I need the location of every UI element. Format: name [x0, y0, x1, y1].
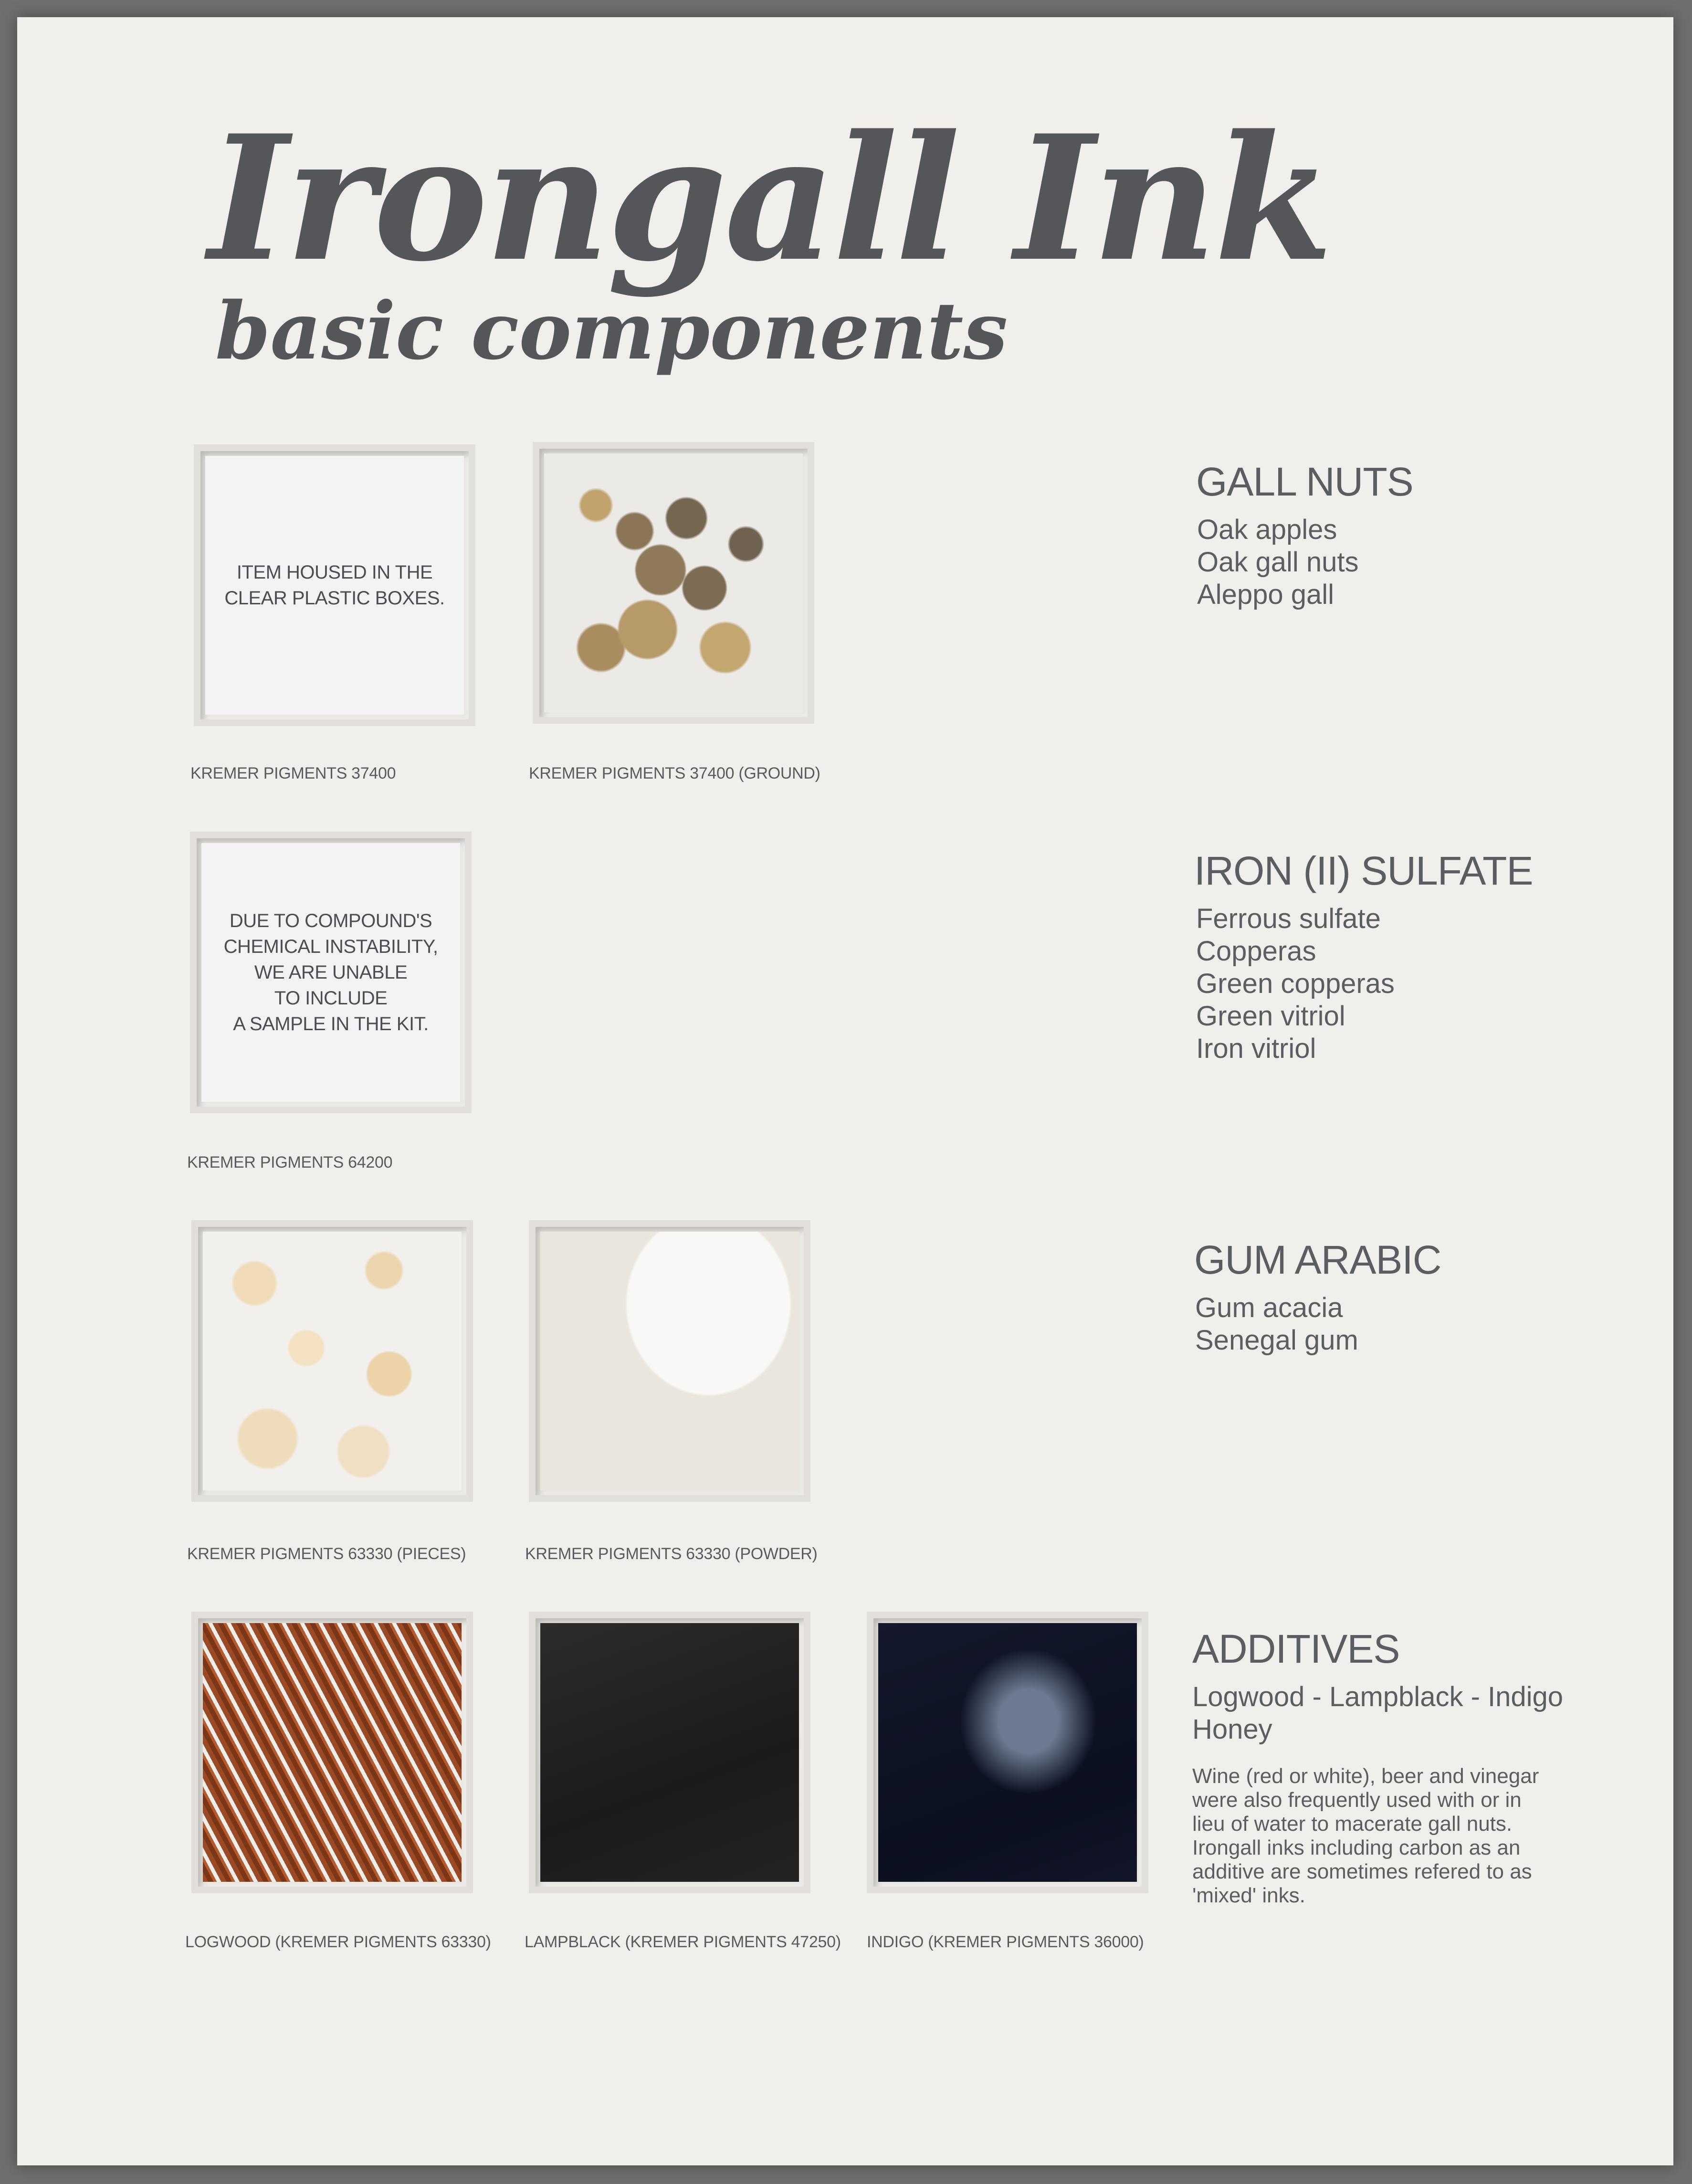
synonym-item: Copperas	[1196, 936, 1316, 967]
additives-note: Wine (red or white), beer and vinegar were also frequently used with or in lieu of water to macerate gall nuts. Irongall inks including carbon as an additive are sometimes refered to as 'mixed' inks.	[1192, 1764, 1539, 1907]
sample-well-indigo	[867, 1612, 1148, 1893]
placeholder-card	[205, 456, 464, 715]
synonym-item: Iron vitriol	[1196, 1033, 1316, 1064]
placeholder-card-text: DUE TO COMPOUND'S CHEMICAL INSTABILITY, WE ARE UNABLE TO INCLUDE A SAMPLE IN THE KIT.	[223, 910, 438, 1034]
synonym-item: Green vitriol	[1196, 1001, 1345, 1032]
synonym-item: Honey	[1192, 1714, 1272, 1745]
synonym-item: Oak gall nuts	[1197, 547, 1359, 578]
synonym-item: Logwood - Lampblack - Indigo	[1192, 1681, 1564, 1712]
logwood-sample-image	[203, 1623, 462, 1882]
synonym-item: Senegal gum	[1195, 1325, 1358, 1356]
sample-well-lampblack	[529, 1612, 810, 1893]
placeholder-card-text: ITEM HOUSED IN THE CLEAR PLASTIC BOXES.	[224, 562, 445, 609]
synonym-item: Oak apples	[1197, 514, 1337, 545]
section-heading-gall-nuts: GALL NUTS	[1196, 459, 1413, 504]
sample-well-logwood	[191, 1612, 473, 1893]
sample-well-gum-arabic-pieces	[191, 1220, 473, 1502]
sample-caption: KREMER PIGMENTS 37400	[190, 764, 396, 782]
section-heading-additives: ADDITIVES	[1192, 1626, 1400, 1671]
sample-well-iron-sulfate	[190, 832, 472, 1113]
gum-arabic-pieces-sample-image	[203, 1232, 462, 1490]
page-subtitle: basic components	[215, 285, 1008, 377]
sample-caption: LAMPBLACK (KREMER PIGMENTS 47250)	[525, 1933, 841, 1951]
sample-caption: KREMER PIGMENTS 63330 (POWDER)	[525, 1545, 818, 1563]
page-title: Irongall Ink	[208, 97, 1331, 299]
synonym-item: Green copperas	[1196, 968, 1395, 999]
section-heading-gum-arabic: GUM ARABIC	[1194, 1237, 1441, 1282]
placeholder-card	[201, 843, 460, 1102]
synonym-item: Ferrous sulfate	[1196, 903, 1381, 934]
section-heading-iron-sulfate: IRON (II) SULFATE	[1194, 848, 1533, 893]
sample-well-gall-nuts-whole	[194, 444, 475, 726]
indigo-sample-image	[878, 1623, 1137, 1882]
synonym-list-gum-arabic	[1195, 1292, 1358, 1357]
synonym-list-gall-nuts	[1197, 514, 1359, 611]
sample-well-gum-arabic-powder	[529, 1220, 810, 1502]
synonym-list-iron-sulfate	[1196, 903, 1395, 1065]
synonym-list-additives	[1192, 1681, 1563, 1746]
display-board	[17, 17, 1673, 2165]
gum-arabic-powder-sample-image	[540, 1232, 799, 1490]
sample-caption: LOGWOOD (KREMER PIGMENTS 63330)	[185, 1933, 491, 1951]
sample-caption: KREMER PIGMENTS 63330 (PIECES)	[187, 1545, 466, 1563]
sample-caption: INDIGO (KREMER PIGMENTS 36000)	[867, 1933, 1144, 1951]
ground-gall-nuts-sample-image	[544, 454, 803, 712]
synonym-item: Aleppo gall	[1197, 579, 1334, 610]
synonym-item: Gum acacia	[1195, 1292, 1343, 1323]
sample-well-gall-nuts-ground	[533, 442, 814, 724]
lampblack-sample-image	[540, 1623, 799, 1882]
sample-caption: KREMER PIGMENTS 64200	[187, 1153, 393, 1171]
sample-caption: KREMER PIGMENTS 37400 (GROUND)	[529, 764, 820, 782]
